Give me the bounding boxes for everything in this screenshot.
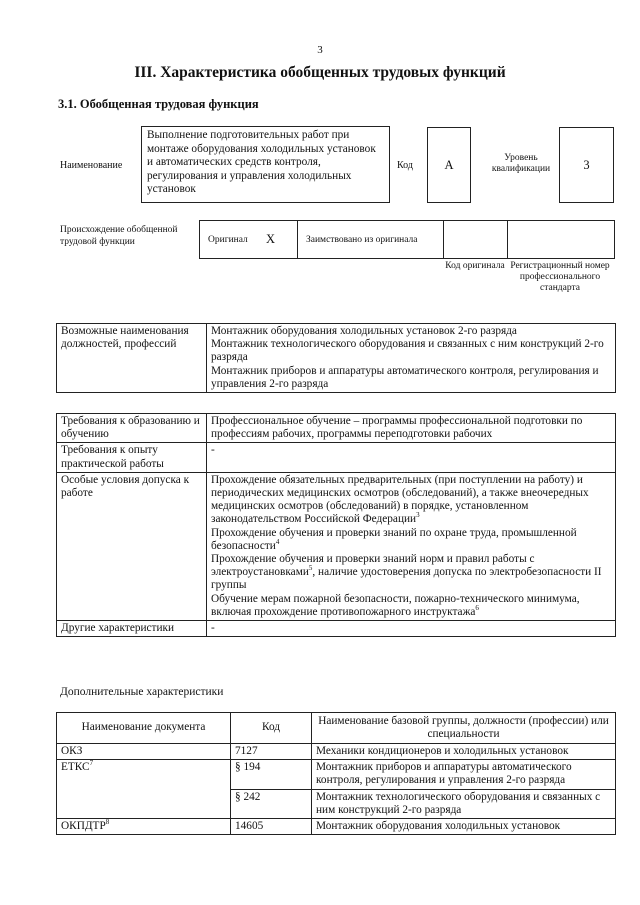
- code-original-caption: Код оригинала: [445, 261, 505, 271]
- positions-list: [207, 324, 616, 393]
- name-cell: Механики кондиционеров и холодильных установок: [312, 744, 616, 760]
- doc-cell: ЕТКС$^7$: [57, 760, 231, 819]
- req-value: [207, 472, 616, 620]
- page-number: 3: [317, 44, 323, 56]
- origin-label: Происхождение обобщенной трудовой функции: [60, 225, 178, 247]
- origin-divider: [297, 221, 298, 258]
- position-item: Монтажник оборудования холодильных установок 2-го разряда: [211, 325, 517, 337]
- req-label: Требования к образованию и обучению: [57, 414, 207, 443]
- condition-item: Прохождение обучения и проверки знаний по охране труда, промышленной безопасности$^4$: [211, 526, 577, 552]
- table-row: [57, 472, 616, 620]
- otf-level-box: [559, 127, 614, 203]
- req-value: -: [207, 621, 616, 637]
- req-value: Профессиональное обучение – программы профессиональной подготовки по профессиям рабочих, программы переподготовки рабочих: [207, 414, 616, 443]
- additional-title: Дополнительные характеристики: [60, 686, 224, 698]
- origin-divider: [507, 221, 508, 258]
- requirements-table: [56, 413, 616, 637]
- origin-box: [199, 220, 615, 259]
- table-row: [57, 819, 616, 835]
- table-row: [57, 760, 616, 789]
- otf-level-value: 3: [583, 157, 590, 172]
- req-value: -: [207, 443, 616, 472]
- code-label: Код: [397, 160, 413, 171]
- position-item: Монтажник приборов и аппаратуры автоматического контроля, регулирования и управления 2-го разряда: [211, 364, 599, 390]
- req-label: Требования к опыту практической работы: [57, 443, 207, 472]
- table-row: [57, 324, 616, 393]
- header-doc: Наименование документа: [57, 713, 231, 744]
- code-cell: § 242: [231, 789, 312, 818]
- positions-table: [56, 323, 616, 393]
- reg-number-caption: Регистрационный номер профессионального стандарта: [510, 261, 610, 293]
- header-name: Наименование базовой группы, должности (профессии) или специальности: [312, 713, 616, 744]
- original-label: Оригинал: [208, 235, 248, 245]
- positions-label: Возможные наименования должностей, профессий: [57, 324, 207, 393]
- table-header-row: [57, 713, 616, 744]
- name-cell: Монтажник оборудования холодильных установок: [312, 819, 616, 835]
- otf-name-value: Выполнение подготовительных работ при монтаже оборудования холодильных установок и автоматических средств контроля, регулирования и управления холодильных установок: [147, 129, 376, 196]
- condition-item: Прохождение обучения и проверки знаний норм и правил работы с электроустановками$^5$, наличие удостоверения допуска по электробезопасности II группы: [211, 553, 602, 592]
- code-cell: § 194: [231, 760, 312, 789]
- level-label: Уровень квалификации: [491, 153, 551, 174]
- table-row: [57, 621, 616, 637]
- additional-table: [56, 712, 616, 835]
- condition-item: Обучение мерам пожарной безопасности, пожарно-технического минимума, включая прохождение противопожарного инструктажа$^6$: [211, 592, 580, 618]
- table-row: [57, 744, 616, 760]
- req-label: Особые условия допуска к работе: [57, 472, 207, 620]
- doc-cell: ОКЗ: [57, 744, 231, 760]
- position-item: Монтажник технологического оборудования и связанных с ним конструкций 2-го разряда: [211, 338, 604, 364]
- condition-item: Прохождение обязательных предварительных (при поступлении на работу) и периодических медицинских осмотров (обследований), а также внеочередных медицинских осмотров (обследований) в порядке, установленном законодательством Российской Федерации$^3$: [211, 473, 589, 526]
- name-cell: Монтажник приборов и аппаратуры автоматического контроля, регулирования и управления 2-го разряда: [312, 760, 616, 789]
- doc-cell: ОКПДТР$^8$: [57, 819, 231, 835]
- origin-divider: [443, 221, 444, 258]
- req-label: Другие характеристики: [57, 621, 207, 637]
- borrowed-label: Заимствовано из оригинала: [306, 235, 418, 245]
- code-cell: 14605: [231, 819, 312, 835]
- subsection-heading: 3.1. Обобщенная трудовая функция: [58, 97, 259, 111]
- otf-name-box: [141, 126, 390, 203]
- table-row: [57, 414, 616, 443]
- code-cell: 7127: [231, 744, 312, 760]
- header-code: Код: [231, 713, 312, 744]
- table-row: [57, 443, 616, 472]
- original-mark: X: [266, 232, 276, 246]
- name-cell: Монтажник технологического оборудования и связанных с ним конструкций 2-го разряда: [312, 789, 616, 818]
- otf-code-box: [427, 127, 471, 203]
- name-label: Наименование: [60, 160, 123, 171]
- section-heading: III. Характеристика обобщенных трудовых функций: [134, 64, 506, 81]
- otf-code-value: A: [444, 157, 454, 172]
